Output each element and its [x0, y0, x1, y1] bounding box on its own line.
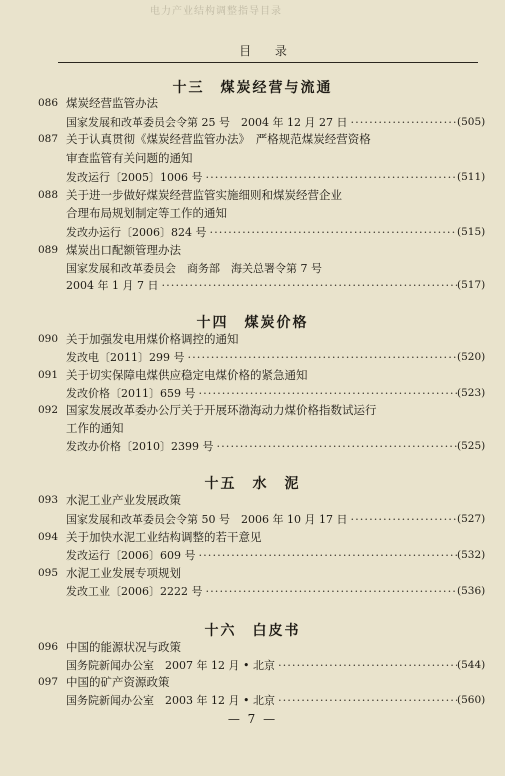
entry-number: 090	[38, 333, 59, 345]
leader-dots	[161, 277, 457, 294]
leader-dots	[278, 657, 457, 674]
entry-title: 关于加快水泥工业结构调整的若干意见	[66, 530, 262, 544]
toc-entry-091[interactable]	[0, 367, 505, 384]
toc-entry-094-source	[0, 547, 505, 564]
entry-page: (511)	[457, 171, 486, 183]
entry-page: (505)	[457, 116, 486, 128]
toc-entry-092-source	[0, 438, 505, 455]
entry-source: 发改工业〔2006〕2222 号	[66, 585, 203, 598]
entry-page: (517)	[457, 279, 486, 291]
leader-dots	[350, 114, 457, 131]
section-title-16: 十六 白皮书	[204, 623, 301, 639]
entry-page: (532)	[457, 549, 486, 561]
entry-title: 水泥工业发展专项规划	[66, 566, 181, 580]
section-title-14: 十四 煤炭价格	[196, 315, 309, 331]
entry-number: 086	[38, 97, 59, 109]
toc-entry-086[interactable]	[0, 95, 505, 112]
toc-entry-094[interactable]	[0, 529, 505, 546]
toc-entry-095[interactable]	[0, 565, 505, 582]
toc-entry-097-source	[0, 692, 505, 709]
entry-title: 煤炭经营监管办法	[66, 96, 158, 110]
leader-dots	[205, 169, 457, 186]
toc-entry-093-source	[0, 511, 505, 528]
entry-source: 发改办运行〔2006〕824 号	[66, 226, 207, 239]
toc-entry-090[interactable]	[0, 331, 505, 348]
leader-dots	[199, 385, 458, 402]
entry-number: 092	[38, 404, 59, 416]
entry-source: 国家发展和改革委员会令第 25 号 2004 年 12 月 27 日	[66, 116, 348, 129]
entry-title: 煤炭出口配额管理办法	[66, 243, 181, 257]
toc-entry-092[interactable]	[0, 402, 505, 419]
entry-source: 发改价格〔2011〕659 号	[66, 387, 196, 400]
page-header: 目 录	[58, 42, 478, 63]
entry-source-line1: 国家发展和改革委员会 商务部 海关总署令第 7 号	[66, 262, 322, 275]
toc-entry-092-title-cont	[0, 420, 505, 437]
toc-entry-097[interactable]	[0, 674, 505, 691]
toc-entry-088-title-cont	[0, 205, 505, 222]
entry-number: 091	[38, 369, 59, 381]
entry-title: 关于切实保障电煤供应稳定电煤价格的紧急通知	[66, 368, 308, 382]
entry-source: 国务院新闻办公室 2007 年 12 月 • 北京	[66, 659, 275, 672]
entry-page: (523)	[457, 387, 486, 399]
entry-page: (525)	[457, 440, 486, 452]
toc-entry-087[interactable]	[0, 131, 505, 148]
entry-number: 097	[38, 676, 59, 688]
entry-title: 关于加强发电用煤价格调控的通知	[66, 332, 239, 346]
entry-page: (536)	[457, 585, 486, 597]
toc-entry-088[interactable]	[0, 187, 505, 204]
entry-title: 关于认真贯彻《煤炭经营监管办法》 严格规范煤炭经营资格	[66, 132, 371, 146]
entry-title: 水泥工业产业发展政策	[66, 493, 181, 507]
entry-page: (560)	[457, 694, 486, 706]
bleed-through-text: 电力产业结构调整指导目录	[150, 6, 282, 16]
toc-entry-086-source	[0, 114, 505, 131]
leader-dots	[199, 547, 458, 564]
entry-title: 国家发展改革委办公厅关于开展环渤海动力煤价格指数试运行	[66, 403, 377, 417]
entry-source: 2004 年 1 月 7 日	[66, 279, 159, 292]
entry-page: (544)	[457, 659, 486, 671]
toc-entry-088-source	[0, 224, 505, 241]
entry-page: (527)	[457, 513, 486, 525]
entry-source: 发改运行〔2005〕1006 号	[66, 171, 203, 184]
leader-dots	[278, 692, 457, 709]
entry-source: 发改电〔2011〕299 号	[66, 351, 185, 364]
section-title-15: 十五 水 泥	[204, 476, 301, 492]
toc-entry-087-source	[0, 169, 505, 186]
entry-page: (520)	[457, 351, 486, 363]
toc-entry-093[interactable]	[0, 492, 505, 509]
entry-title: 中国的能源状况与政策	[66, 640, 181, 654]
entry-number: 093	[38, 494, 59, 506]
page-number: — 7 —	[227, 712, 278, 726]
entry-source: 国务院新闻办公室 2003 年 12 月 • 北京	[66, 694, 275, 707]
toc-entry-089-source	[0, 277, 505, 294]
entry-title: 中国的矿产资源政策	[66, 675, 170, 689]
entry-number: 087	[38, 133, 59, 145]
entry-title-continued: 合理布局规划制定等工作的通知	[66, 206, 227, 220]
entry-source: 发改办价格〔2010〕2399 号	[66, 440, 214, 453]
entry-number: 094	[38, 531, 59, 543]
entry-source: 发改运行〔2006〕609 号	[66, 549, 196, 562]
leader-dots	[205, 583, 457, 600]
entry-number: 096	[38, 641, 59, 653]
section-title-13: 十三 煤炭经营与流通	[172, 80, 333, 96]
entry-number: 089	[38, 244, 59, 256]
leader-dots	[216, 438, 457, 455]
toc-entry-096-source	[0, 657, 505, 674]
leader-dots	[350, 511, 457, 528]
entry-page: (515)	[457, 226, 486, 238]
entry-number: 088	[38, 189, 59, 201]
entry-source: 国家发展和改革委员会令第 50 号 2006 年 10 月 17 日	[66, 513, 348, 526]
toc-entry-089-source-a	[0, 260, 505, 277]
toc-entry-095-source	[0, 583, 505, 600]
toc-entry-091-source	[0, 385, 505, 402]
toc-entry-096[interactable]	[0, 639, 505, 656]
toc-entry-087-title-cont	[0, 150, 505, 167]
entry-title-continued: 工作的通知	[66, 421, 124, 435]
entry-title-continued: 审查监管有关问题的通知	[66, 151, 193, 165]
entry-number: 095	[38, 567, 59, 579]
entry-title: 关于进一步做好煤炭经营监管实施细则和煤炭经营企业	[66, 188, 342, 202]
toc-entry-090-source	[0, 349, 505, 366]
toc-entry-089[interactable]	[0, 242, 505, 259]
leader-dots	[188, 349, 458, 366]
leader-dots	[210, 224, 458, 241]
